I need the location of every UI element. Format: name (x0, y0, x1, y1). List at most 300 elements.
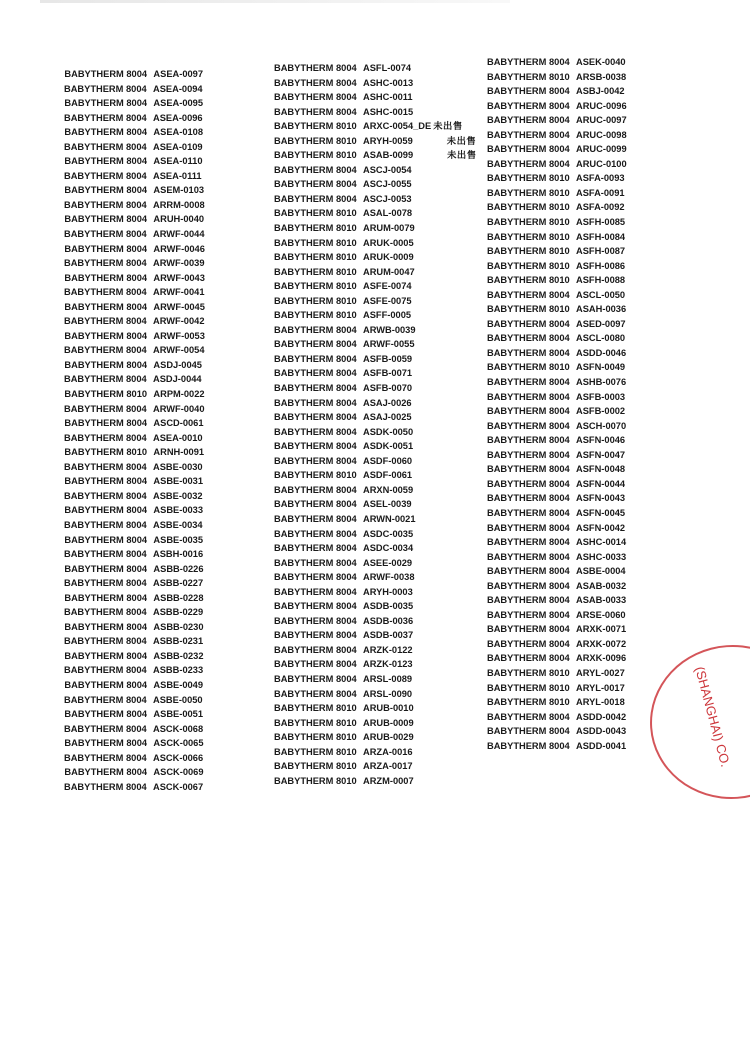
serial-code: ASCK-0069 (153, 767, 204, 778)
model-name: BABYTHERM 8004 (64, 330, 148, 341)
serial-code: ASCK-0065 (153, 738, 204, 749)
table-row (64, 547, 279, 562)
table-row (487, 491, 702, 506)
serial-code: ASFB-0070 (363, 383, 413, 394)
serial-code: ARUC-0097 (576, 115, 627, 126)
table-row (64, 445, 279, 460)
serial-code: ARSL-0089 (363, 673, 413, 684)
serial-code: ASBE-0032 (153, 490, 203, 501)
model-name: BABYTHERM 8004 (64, 112, 147, 123)
model-name: BABYTHERM 8004 (64, 578, 147, 589)
model-name: BABYTHERM 8004 (64, 170, 147, 181)
serial-code: ASEA-0096 (153, 112, 203, 123)
serial-code: ARWF-0054 (153, 345, 205, 356)
table-row (487, 113, 702, 128)
serial-code: ARPM-0022 (153, 389, 205, 400)
table-row (274, 541, 489, 556)
model-name: BABYTHERM 8004 (274, 630, 357, 641)
table-row (64, 518, 279, 533)
model-name: BABYTHERM 8004 (274, 601, 357, 612)
serial-code: ASFN-0043 (576, 493, 626, 504)
serial-code: ASCH-0070 (576, 420, 627, 431)
model-name: BABYTHERM 8010 (487, 362, 570, 373)
model-name: BABYTHERM 8004 (487, 478, 570, 489)
company-seal-text (685, 660, 734, 790)
table-row (487, 651, 702, 666)
model-name: BABYTHERM 8004 (487, 653, 570, 664)
model-name: BABYTHERM 8004 (487, 406, 570, 417)
serial-code: ASFL-0074 (363, 63, 412, 73)
status-note: 未出售 (447, 150, 477, 161)
serial-code: ASDB-0035 (363, 601, 414, 612)
table-row (64, 256, 279, 271)
model-name: BABYTHERM 8004 (487, 158, 570, 169)
serial-code: ASBB-0231 (153, 636, 204, 647)
table-row (487, 317, 702, 332)
serial-code: ASHC-0015 (363, 106, 414, 117)
table-row (274, 192, 489, 207)
serial-code: ARYH-0003 (363, 586, 413, 597)
table-row (487, 404, 702, 419)
table-row (64, 125, 279, 140)
serial-code: ASBJ-0042 (576, 86, 625, 97)
serial-code: ARWF-0053 (153, 330, 205, 341)
table-row (274, 468, 489, 483)
serial-code: ARYL-0018 (576, 697, 625, 708)
model-name: BABYTHERM 8010 (274, 775, 357, 786)
serial-code: ARUB-0009 (363, 717, 414, 728)
column-2 (274, 61, 489, 788)
serial-code: ARZA-0017 (363, 761, 413, 772)
model-name: BABYTHERM 8004 (274, 397, 357, 408)
seal-lettering: (SHANGHAI) CO. (692, 664, 734, 769)
model-name: BABYTHERM 8010 (274, 135, 357, 146)
serial-code: ARUC-0099 (576, 144, 627, 155)
model-name: BABYTHERM 8004 (64, 679, 148, 690)
serial-code: ASAB-0033 (576, 595, 627, 606)
serial-code: ASDD-0041 (576, 740, 627, 751)
table-row (274, 701, 489, 716)
serial-code: ASCJ-0053 (363, 193, 412, 204)
table-row (487, 419, 702, 434)
model-name: BABYTHERM 8004 (274, 484, 357, 495)
model-name: BABYTHERM 8004 (64, 199, 147, 210)
model-name: BABYTHERM 8004 (64, 621, 148, 632)
model-name: BABYTHERM 8010 (274, 295, 357, 306)
table-row (487, 55, 702, 70)
model-name: BABYTHERM 8010 (274, 237, 357, 248)
serial-code: ARWN-0021 (363, 513, 416, 524)
model-name: BABYTHERM 8004 (274, 324, 357, 335)
table-row (274, 308, 489, 323)
table-row (274, 628, 489, 643)
table-row (274, 250, 489, 265)
serial-code: ASFH-0087 (576, 246, 626, 257)
model-name: BABYTHERM 8010 (274, 732, 357, 743)
table-row (274, 221, 489, 236)
table-row (64, 751, 279, 766)
serial-code: ARUH-0040 (153, 214, 205, 225)
model-name: BABYTHERM 8004 (487, 566, 570, 577)
model-name: BABYTHERM 8010 (274, 266, 357, 277)
model-name: BABYTHERM 8010 (274, 761, 357, 772)
table-row (64, 343, 279, 358)
serial-code: ASBB-0228 (153, 592, 204, 603)
serial-code: ARSL-0090 (363, 688, 413, 699)
serial-code: ASEA-0010 (153, 432, 203, 443)
model-name: BABYTHERM 8004 (487, 522, 570, 533)
column-1 (64, 67, 279, 794)
table-row (64, 562, 279, 577)
status-note: 未出售 (433, 121, 463, 132)
serial-code: ASEA-0109 (153, 141, 203, 152)
table-row (64, 503, 279, 518)
serial-code: ASDC-0035 (363, 528, 414, 539)
serial-code: ASED-0097 (576, 318, 626, 329)
model-name: BABYTHERM 8010 (487, 217, 570, 228)
model-name: BABYTHERM 8004 (274, 673, 357, 684)
model-name: BABYTHERM 8010 (274, 281, 357, 292)
model-name: BABYTHERM 8004 (64, 563, 148, 574)
model-name: BABYTHERM 8004 (487, 57, 570, 67)
status-note: 未出售 (446, 135, 477, 146)
model-name: BABYTHERM 8004 (64, 403, 147, 414)
model-name: BABYTHERM 8004 (64, 156, 148, 167)
serial-code: ASFN-0046 (576, 435, 626, 446)
table-row (64, 765, 279, 780)
serial-code: ARWF-0041 (153, 287, 205, 298)
model-name: BABYTHERM 8004 (64, 767, 148, 778)
model-name: BABYTHERM 8004 (64, 752, 147, 763)
serial-code: ARXK-0096 (576, 653, 627, 664)
table-row (274, 119, 489, 134)
table-row (64, 431, 279, 446)
model-name: BABYTHERM 8004 (64, 781, 147, 792)
serial-code: ARUC-0096 (576, 100, 627, 111)
model-name: BABYTHERM 8004 (64, 490, 147, 501)
table-row (64, 67, 279, 82)
table-row (487, 433, 702, 448)
serial-code: ASFH-0085 (576, 217, 626, 228)
model-name: BABYTHERM 8004 (64, 461, 147, 472)
serial-code: ASCK-0067 (153, 781, 204, 792)
table-row (274, 745, 489, 760)
serial-code: ASFN-0047 (576, 449, 626, 460)
model-name: BABYTHERM 8010 (487, 260, 570, 271)
table-row (64, 605, 279, 620)
serial-code: ASBH-0016 (153, 549, 204, 560)
model-name: BABYTHERM 8004 (274, 426, 357, 437)
serial-code: ARNH-0091 (153, 447, 205, 458)
model-name: BABYTHERM 8010 (274, 703, 357, 714)
table-row (487, 521, 702, 536)
serial-code: ASFN-0042 (576, 522, 626, 533)
table-row (274, 643, 489, 658)
model-name: BABYTHERM 8004 (274, 528, 357, 539)
serial-code: ARWF-0045 (153, 301, 205, 312)
model-name: BABYTHERM 8004 (64, 229, 147, 240)
model-name: BABYTHERM 8004 (274, 441, 357, 452)
table-row (64, 460, 279, 475)
serial-code: ARZK-0122 (363, 644, 413, 655)
serial-code: ASEE-0029 (363, 557, 413, 568)
model-name: BABYTHERM 8004 (487, 144, 570, 155)
model-name: BABYTHERM 8004 (487, 289, 570, 300)
table-row (64, 489, 279, 504)
model-name: BABYTHERM 8004 (487, 129, 570, 140)
table-row (274, 381, 489, 396)
serial-code: ASEA-0095 (153, 98, 204, 109)
model-name: BABYTHERM 8004 (487, 115, 570, 126)
table-row (64, 620, 279, 635)
model-name: BABYTHERM 8004 (487, 318, 570, 329)
scan-top-mark (40, 0, 510, 3)
model-name: BABYTHERM 8010 (487, 275, 570, 286)
model-name: BABYTHERM 8004 (64, 665, 147, 676)
serial-code: ASAJ-0026 (363, 397, 412, 408)
model-name: BABYTHERM 8010 (487, 304, 570, 315)
model-name: BABYTHERM 8004 (64, 287, 147, 298)
model-name: BABYTHERM 8004 (274, 644, 357, 655)
serial-code: ASAB-0099 (363, 150, 414, 161)
model-name: BABYTHERM 8004 (487, 420, 570, 431)
model-name: BABYTHERM 8004 (487, 580, 570, 591)
serial-code: ARSE-0060 (576, 609, 626, 620)
table-row (64, 111, 279, 126)
model-name: BABYTHERM 8004 (274, 77, 357, 88)
model-name: BABYTHERM 8004 (487, 595, 570, 606)
model-name: BABYTHERM 8004 (487, 493, 570, 504)
table-row (64, 183, 279, 198)
table-row (64, 649, 279, 664)
serial-code: ASDC-0034 (363, 543, 414, 554)
serial-code: ARUM-0047 (363, 266, 415, 277)
table-row (64, 154, 279, 169)
model-name: BABYTHERM 8004 (64, 418, 148, 429)
serial-code: ASHC-0033 (576, 551, 627, 562)
serial-code: ASDD-0042 (576, 711, 627, 722)
table-row (64, 591, 279, 606)
table-row (487, 331, 702, 346)
model-name: BABYTHERM 8004 (64, 98, 148, 109)
table-row (64, 533, 279, 548)
model-name: BABYTHERM 8004 (274, 455, 357, 466)
table-row (64, 634, 279, 649)
table-row (64, 314, 279, 329)
table-row (274, 556, 489, 571)
serial-code: ARWB-0039 (363, 324, 416, 335)
table-row (274, 425, 489, 440)
model-name: BABYTHERM 8004 (274, 557, 357, 568)
serial-code: ASBE-0004 (576, 566, 626, 577)
table-row (274, 148, 489, 163)
serial-code: ARXN-0059 (363, 484, 414, 495)
model-name: BABYTHERM 8010 (487, 202, 570, 213)
model-name: BABYTHERM 8010 (64, 447, 148, 458)
model-name: BABYTHERM 8004 (274, 412, 357, 423)
table-row (274, 512, 489, 527)
model-name: BABYTHERM 8004 (274, 193, 357, 204)
model-name: BABYTHERM 8004 (64, 243, 148, 254)
serial-code: ASBE-0033 (153, 505, 204, 516)
model-name: BABYTHERM 8004 (64, 316, 147, 327)
serial-code: ASFA-0092 (576, 202, 625, 213)
table-row (274, 177, 489, 192)
serial-code: ASFB-0059 (363, 353, 413, 364)
table-row (274, 206, 489, 221)
table-row (487, 477, 702, 492)
model-name: BABYTHERM 8010 (274, 470, 357, 481)
table-row (274, 163, 489, 178)
table-row (274, 337, 489, 352)
table-row (274, 396, 489, 411)
table-row (274, 716, 489, 731)
table-row (274, 90, 489, 105)
model-name: BABYTHERM 8004 (64, 549, 147, 560)
table-row (487, 259, 702, 274)
table-row (487, 99, 702, 114)
table-row (274, 759, 489, 774)
serial-code: ASEA-0110 (153, 156, 203, 167)
serial-code: ARUM-0079 (363, 223, 415, 234)
serial-code: ASHC-0013 (363, 77, 414, 88)
serial-code: ARUB-0010 (363, 703, 414, 714)
serial-code: ASBB-0230 (153, 621, 204, 632)
serial-code: ARWF-0044 (153, 229, 205, 240)
serial-code: ASEA-0111 (153, 170, 202, 181)
serial-code: ASAL-0078 (363, 208, 413, 219)
table-row (274, 105, 489, 120)
model-name: BABYTHERM 8004 (64, 592, 148, 603)
model-name: BABYTHERM 8010 (274, 310, 357, 321)
model-name: BABYTHERM 8010 (274, 208, 357, 219)
model-name: BABYTHERM 8004 (487, 333, 570, 344)
serial-code: ARWF-0040 (153, 403, 205, 414)
table-row (487, 230, 702, 245)
model-name: BABYTHERM 8004 (487, 726, 570, 737)
serial-code: ASCL-0050 (576, 289, 626, 300)
serial-code: ASDF-0061 (363, 470, 413, 481)
serial-code: ASHC-0014 (576, 537, 627, 548)
serial-code: ASFA-0093 (576, 173, 625, 184)
model-name: BABYTHERM 8004 (64, 519, 147, 530)
table-row (274, 774, 489, 789)
serial-code: ASFE-0075 (363, 295, 412, 306)
table-row (274, 236, 489, 251)
model-name: BABYTHERM 8004 (64, 738, 148, 749)
table-row (487, 157, 702, 172)
serial-code: ASFH-0088 (576, 275, 626, 286)
model-name: BABYTHERM 8004 (487, 638, 570, 649)
serial-code: ASAH-0036 (576, 304, 627, 315)
table-row (64, 242, 279, 257)
model-name: BABYTHERM 8010 (274, 717, 357, 728)
model-name: BABYTHERM 8010 (487, 187, 570, 198)
table-row (274, 614, 489, 629)
model-name: BABYTHERM 8010 (487, 682, 570, 693)
table-row (274, 410, 489, 425)
model-name: BABYTHERM 8004 (274, 368, 357, 379)
model-name: BABYTHERM 8004 (64, 636, 147, 647)
table-row (64, 474, 279, 489)
model-name: BABYTHERM 8004 (487, 537, 570, 548)
model-name: BABYTHERM 8004 (64, 301, 148, 312)
serial-code: ASFN-0044 (576, 478, 626, 489)
table-row (274, 599, 489, 614)
serial-code: ARZA-0016 (363, 746, 413, 757)
table-row (487, 637, 702, 652)
table-row (487, 462, 702, 477)
model-name: BABYTHERM 8004 (64, 141, 147, 152)
serial-code: ASHC-0011 (363, 92, 413, 103)
table-row (487, 564, 702, 579)
model-name: BABYTHERM 8004 (487, 551, 570, 562)
table-row (64, 402, 279, 417)
model-name: BABYTHERM 8010 (274, 121, 357, 132)
model-name: BABYTHERM 8004 (274, 586, 357, 597)
serial-code: ASBB-0233 (153, 665, 204, 676)
table-row (274, 265, 489, 280)
model-name: BABYTHERM 8004 (64, 650, 148, 661)
table-row (274, 366, 489, 381)
serial-code: ASCK-0066 (153, 752, 204, 763)
model-name: BABYTHERM 8010 (487, 667, 570, 678)
serial-code: ASBB-0226 (153, 563, 204, 574)
serial-code: ASCJ-0055 (363, 179, 412, 190)
serial-code: ASHB-0076 (576, 377, 627, 388)
serial-code: ASEA-0094 (153, 83, 203, 94)
table-row (274, 672, 489, 687)
serial-code: ASEA-0108 (153, 127, 204, 138)
table-row (64, 140, 279, 155)
serial-code: ARRM-0008 (153, 199, 205, 210)
model-name: BABYTHERM 8010 (487, 697, 570, 708)
table-row (64, 329, 279, 344)
table-row (64, 96, 279, 111)
model-name: BABYTHERM 8004 (487, 377, 570, 388)
serial-code: ASBB-0229 (153, 607, 204, 618)
table-row (487, 288, 702, 303)
serial-code: ASDK-0051 (363, 441, 414, 452)
serial-code: ASFF-0005 (363, 310, 412, 321)
serial-code: ASBB-0232 (153, 650, 204, 661)
model-name: BABYTHERM 8004 (64, 69, 148, 79)
serial-code: ASBE-0034 (153, 519, 203, 530)
serial-code: ASDK-0050 (363, 426, 414, 437)
serial-code: ARYH-0059 (363, 135, 413, 146)
serial-code: ASBE-0031 (153, 476, 204, 487)
model-name: BABYTHERM 8004 (64, 185, 148, 196)
table-row (487, 346, 702, 361)
serial-code: ASCD-0061 (153, 418, 204, 429)
model-name: BABYTHERM 8004 (64, 83, 147, 94)
model-name: BABYTHERM 8004 (274, 179, 357, 190)
serial-code: ARXK-0071 (576, 624, 627, 635)
model-name: BABYTHERM 8010 (274, 252, 357, 263)
model-name: BABYTHERM 8010 (274, 746, 357, 757)
serial-code: ASDD-0046 (576, 347, 627, 358)
table-row (64, 285, 279, 300)
model-name: BABYTHERM 8004 (274, 339, 357, 350)
table-row (64, 576, 279, 591)
serial-code: ASBE-0030 (153, 461, 203, 472)
model-name: BABYTHERM 8004 (487, 624, 570, 635)
model-name: BABYTHERM 8004 (64, 258, 147, 269)
model-name: BABYTHERM 8004 (274, 63, 357, 73)
serial-code: ASCL-0080 (576, 333, 626, 344)
serial-code: ASFB-0002 (576, 406, 626, 417)
model-name: BABYTHERM 8004 (274, 383, 357, 394)
